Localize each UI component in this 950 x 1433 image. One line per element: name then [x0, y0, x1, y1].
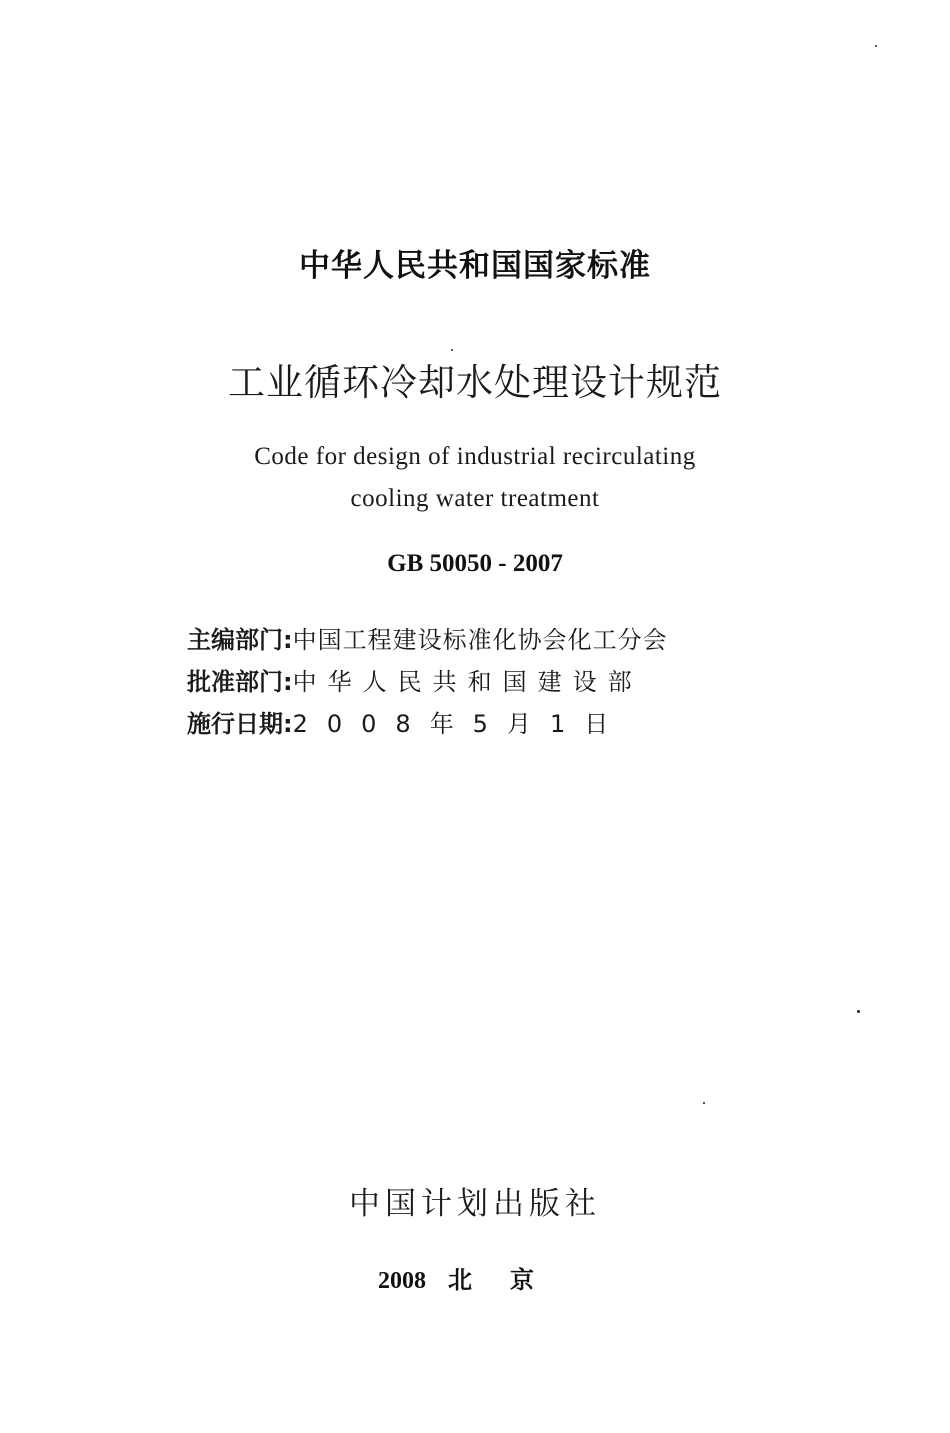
effective-date-row — [187, 704, 727, 746]
editor-value: 中国工程建设标准化协会化工分会 — [292, 626, 668, 654]
approver-value: 中华人民共和国建设部 — [292, 668, 643, 696]
approver-label: 批准部门: — [187, 668, 293, 696]
english-title-line-1: Code for design of industrial recirculating — [254, 443, 696, 470]
effective-date-value: 2008年5月1日 — [292, 710, 628, 738]
document-title-english — [0, 436, 950, 520]
standard-series-label: 中华人民共和国国家标准 — [299, 248, 651, 284]
publication-year: 2008 — [378, 1268, 426, 1294]
publication-imprint — [0, 1260, 950, 1295]
scan-speck — [857, 1010, 860, 1013]
document-title-chinese: 工业循环冷却水处理设计规范 — [228, 361, 722, 404]
editor-label: 主编部门: — [187, 626, 293, 654]
scan-speck — [703, 1102, 705, 1104]
approver-row — [187, 662, 727, 704]
scan-speck — [451, 349, 453, 351]
english-title-line-2: cooling water treatment — [350, 485, 600, 512]
publisher-name: 中国计划出版社 — [349, 1186, 601, 1222]
effective-date-label: 施行日期: — [187, 710, 293, 738]
editor-row — [187, 620, 727, 662]
standard-number: GB 50050 - 2007 — [387, 550, 563, 577]
document-metadata — [187, 620, 727, 746]
publication-city: 北京 — [448, 1268, 572, 1294]
scan-speck — [875, 45, 877, 47]
